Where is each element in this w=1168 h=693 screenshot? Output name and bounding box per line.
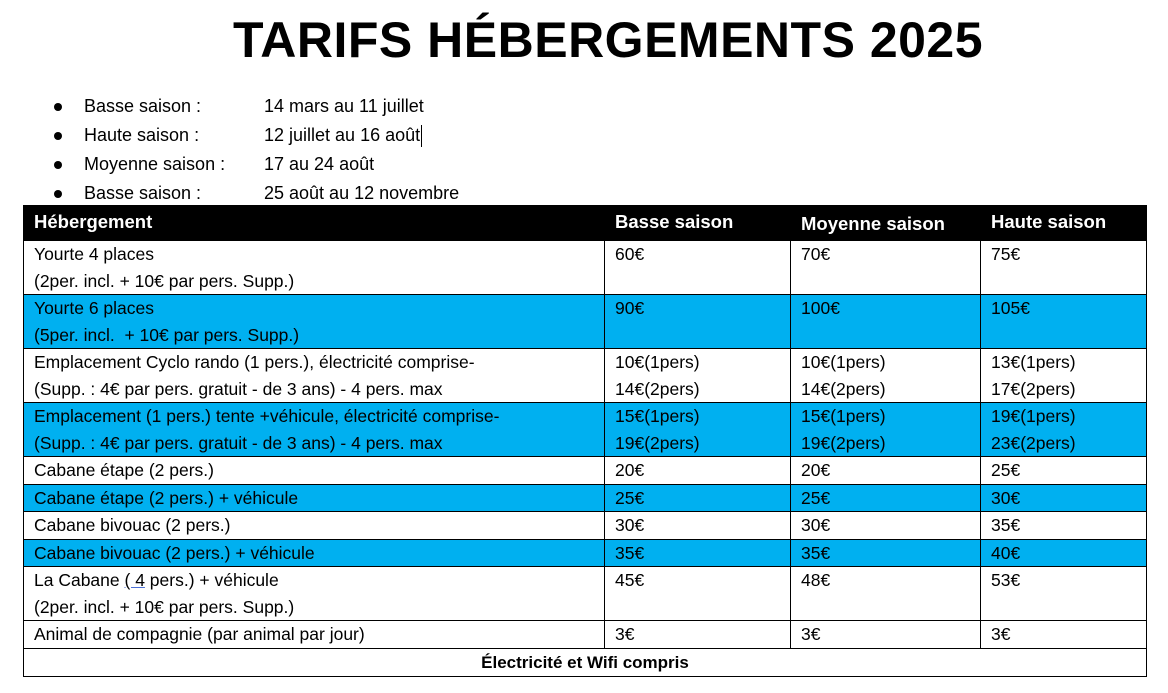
- accommodation-cell[interactable]: [24, 295, 605, 349]
- price-moyenne[interactable]: [791, 403, 981, 457]
- table-header-row: [24, 206, 1147, 241]
- table-row: [24, 539, 1147, 567]
- accommodation-cell[interactable]: [24, 403, 605, 457]
- price-2pers: 14€(2pers): [615, 378, 700, 399]
- price-haute[interactable]: 75€: [981, 241, 1147, 295]
- season-dates: 25 août au 12 novembre: [264, 183, 460, 203]
- price-1pers: 15€(1pers): [801, 406, 886, 426]
- price-moyenne[interactable]: 70€: [791, 241, 981, 295]
- price-2pers: 23€(2pers): [991, 432, 1076, 453]
- price-haute[interactable]: [981, 349, 1147, 403]
- page-title: TARIFS HÉBERGEMENTS 2025: [232, 12, 984, 68]
- price-basse[interactable]: 60€: [605, 241, 791, 295]
- pricing-table: [23, 205, 1147, 677]
- price-1pers: 10€(1pers): [615, 352, 700, 372]
- table-footer-row: [24, 648, 1147, 676]
- header-moyenne-saison: Moyenne saison: [791, 206, 981, 241]
- season-label: Basse saison :: [84, 96, 202, 116]
- accommodation-note: (2per. incl. + 10€ par pers. Supp.): [34, 596, 295, 617]
- table-row: [24, 241, 1147, 295]
- price-haute[interactable]: 105€: [981, 295, 1147, 349]
- header-accommodation: Hébergement: [24, 206, 605, 241]
- accommodation-name[interactable]: Animal de compagnie (par animal par jour): [24, 621, 605, 649]
- price-basse[interactable]: [605, 349, 791, 403]
- table-row: [24, 621, 1147, 649]
- table-row: [24, 512, 1147, 540]
- bullet-icon: [54, 103, 62, 111]
- accommodation-name: Yourte 4 places: [34, 244, 154, 264]
- price-2pers: 19€(2pers): [801, 432, 886, 453]
- table-row: [24, 484, 1147, 512]
- season-dates-text: 12 juillet au 16 août: [264, 125, 421, 145]
- price-moyenne[interactable]: 25€: [791, 484, 981, 512]
- accommodation-note: (Supp. : 4€ par pers. gratuit - de 3 ans) - 4 pers. max: [34, 378, 443, 399]
- accommodation-name: [34, 567, 604, 594]
- price-haute[interactable]: 3€: [981, 621, 1147, 649]
- table-row: [24, 403, 1147, 457]
- price-1pers: 15€(1pers): [615, 406, 700, 426]
- accommodation-name[interactable]: Cabane bivouac (2 pers.) + véhicule: [24, 539, 605, 567]
- header-haute-saison: Haute saison: [981, 206, 1147, 241]
- accommodation-name[interactable]: Cabane étape (2 pers.): [24, 457, 605, 485]
- accommodation-cell[interactable]: [24, 349, 605, 403]
- price-2pers: 17€(2pers): [991, 378, 1076, 399]
- accommodation-note: (5per. incl. + 10€ par pers. Supp.): [34, 324, 300, 345]
- season-label: Moyenne saison :: [84, 154, 226, 174]
- price-basse[interactable]: [605, 403, 791, 457]
- table-row: [24, 349, 1147, 403]
- footer-note[interactable]: Électricité et Wifi compris: [24, 648, 1147, 676]
- accommodation-name: Emplacement (1 pers.) tente +véhicule, électricité comprise-: [34, 406, 500, 426]
- price-2pers: 19€(2pers): [615, 432, 700, 453]
- header-basse-saison: Basse saison: [605, 206, 791, 241]
- price-1pers: 13€(1pers): [991, 352, 1076, 372]
- price-basse[interactable]: 35€: [605, 539, 791, 567]
- price-1pers: 19€(1pers): [991, 406, 1076, 426]
- price-1pers: 10€(1pers): [801, 352, 886, 372]
- price-basse[interactable]: 3€: [605, 621, 791, 649]
- season-dates: 14 mars au 11 juillet: [264, 96, 424, 116]
- season-dates: 17 au 24 août: [264, 154, 375, 174]
- price-2pers: 14€(2pers): [801, 378, 886, 399]
- name-suffix: pers.) + véhicule: [144, 570, 279, 590]
- price-moyenne[interactable]: 100€: [791, 295, 981, 349]
- price-moyenne[interactable]: 35€: [791, 539, 981, 567]
- name-prefix: La Cabane: [34, 570, 125, 590]
- bullet-icon: [54, 190, 62, 198]
- price-basse[interactable]: 25€: [605, 484, 791, 512]
- accommodation-cell[interactable]: [24, 567, 605, 621]
- price-moyenne[interactable]: 20€: [791, 457, 981, 485]
- price-haute[interactable]: 30€: [981, 484, 1147, 512]
- price-basse[interactable]: 20€: [605, 457, 791, 485]
- accommodation-name: Emplacement Cyclo rando (1 pers.), électricité comprise-: [34, 352, 475, 372]
- season-label: Basse saison :: [84, 183, 202, 203]
- table-row: [24, 295, 1147, 349]
- accommodation-note: (2per. incl. + 10€ par pers. Supp.): [34, 270, 295, 291]
- price-moyenne[interactable]: 30€: [791, 512, 981, 540]
- price-moyenne[interactable]: [791, 349, 981, 403]
- price-haute[interactable]: 25€: [981, 457, 1147, 485]
- accommodation-name: Yourte 6 places: [34, 298, 154, 318]
- season-dates-with-caret[interactable]: [264, 121, 422, 150]
- spellcheck-underlined-text: ( 4: [124, 570, 145, 590]
- season-label: Haute saison :: [84, 125, 200, 145]
- price-haute[interactable]: 53€: [981, 567, 1147, 621]
- text-cursor: [421, 125, 422, 147]
- table-row: [24, 567, 1147, 621]
- price-moyenne[interactable]: 3€: [791, 621, 981, 649]
- bullet-icon: [54, 161, 62, 169]
- price-haute[interactable]: [981, 403, 1147, 457]
- price-moyenne[interactable]: 48€: [791, 567, 981, 621]
- price-basse[interactable]: 45€: [605, 567, 791, 621]
- price-haute[interactable]: 40€: [981, 539, 1147, 567]
- accommodation-cell[interactable]: [24, 241, 605, 295]
- accommodation-note: (Supp. : 4€ par pers. gratuit - de 3 ans) - 4 pers. max: [34, 432, 443, 453]
- price-haute[interactable]: 35€: [981, 512, 1147, 540]
- bullet-icon: [54, 132, 62, 140]
- price-basse[interactable]: 30€: [605, 512, 791, 540]
- price-basse[interactable]: 90€: [605, 295, 791, 349]
- accommodation-name[interactable]: Cabane bivouac (2 pers.): [24, 512, 605, 540]
- accommodation-name[interactable]: Cabane étape (2 pers.) + véhicule: [24, 484, 605, 512]
- table-row: [24, 457, 1147, 485]
